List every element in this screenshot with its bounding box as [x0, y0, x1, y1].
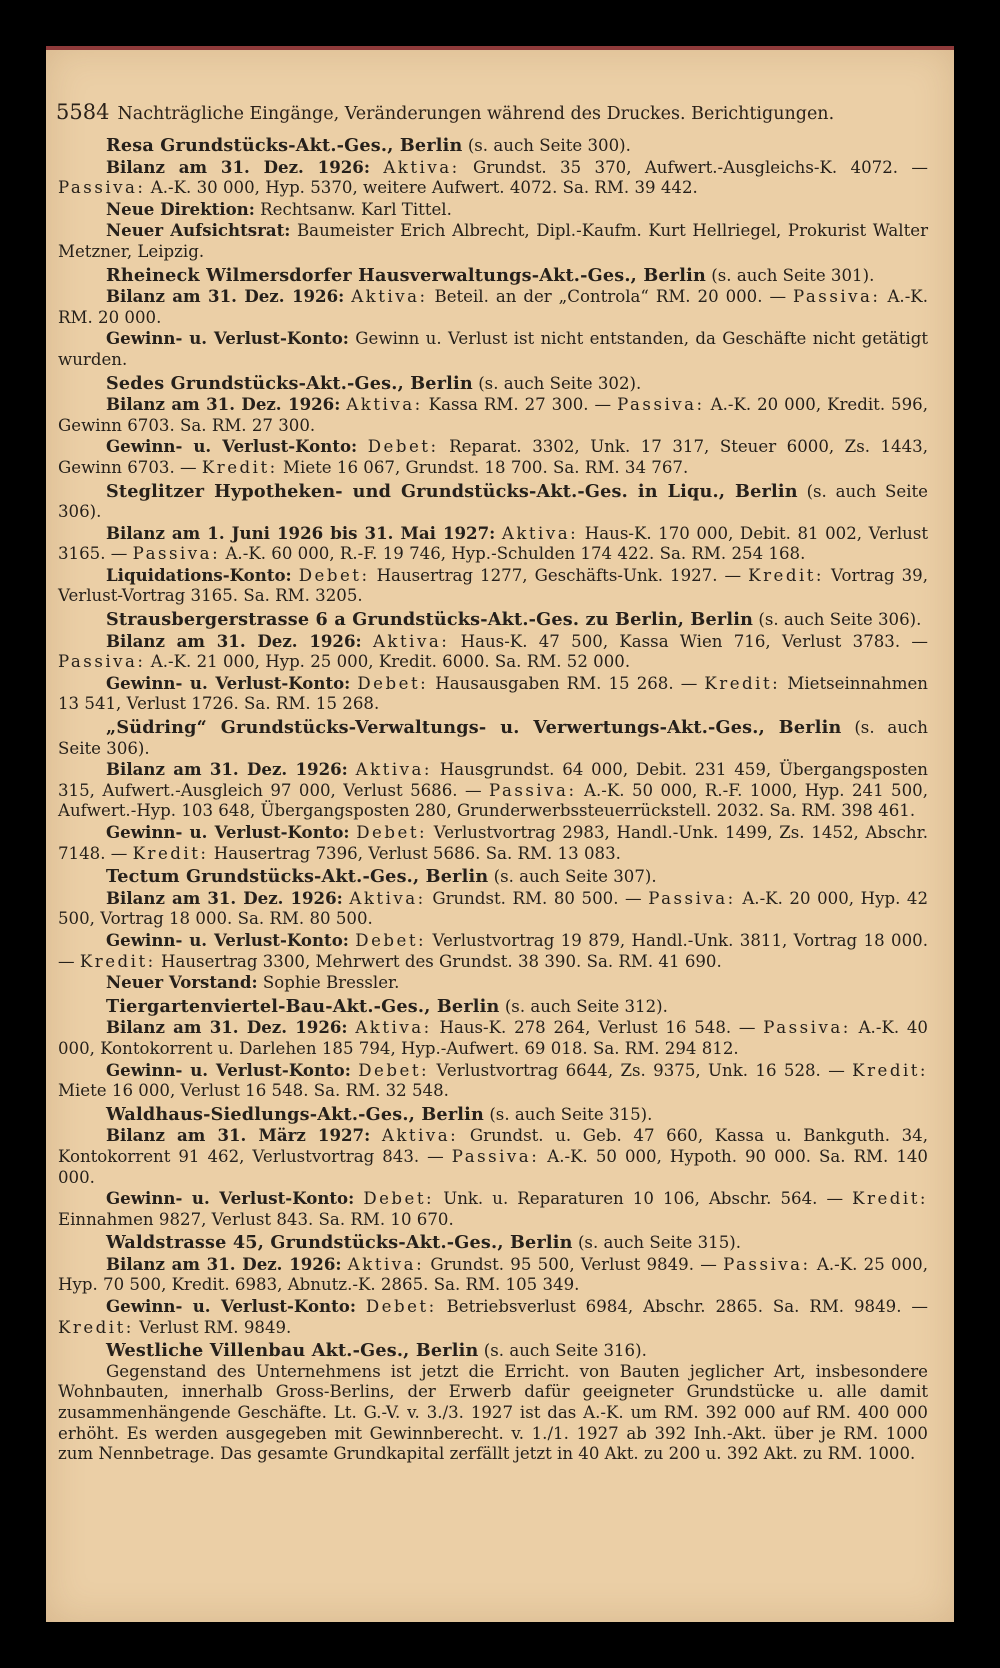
- aktiva-text: Beteil. an der „Controla“ RM. 20 000. —: [434, 287, 787, 307]
- passiva-label: Passiva:: [58, 652, 146, 672]
- bilanz-label: Bilanz am 31. Dez. 1926:: [106, 887, 343, 908]
- aktiva-label: Aktiva:: [355, 760, 432, 780]
- page-reference: (s. auch Seite 307).: [488, 867, 657, 887]
- guv-text: Gewinn u. Verlust ist nicht entstanden, da Geschäfte nicht getätigt wurden.: [58, 329, 928, 369]
- entries-list: [58, 134, 928, 1468]
- passiva-label: Passiva:: [489, 780, 577, 800]
- page-reference: (s. auch Seite 306).: [753, 610, 922, 630]
- passiva-label: Passiva:: [617, 395, 705, 415]
- aktiva-label: Aktiva:: [355, 1018, 432, 1038]
- aktiva-label: Aktiva:: [501, 523, 579, 543]
- kredit-label: Kredit:: [852, 1189, 928, 1209]
- kredit-label: Kredit:: [852, 1060, 929, 1080]
- guv-label: Gewinn- u. Verlust-Konto:: [106, 328, 349, 349]
- aufsichtsrat-text: Baumeister Erich Albrecht, Dipl.-Kaufm. Kurt Hellriegel, Prokurist Walter Metzner, Leipzig.: [58, 221, 928, 261]
- company-entry-sedes: [58, 374, 928, 479]
- company-entry-resa: [58, 136, 928, 263]
- kredit-text: Hausertrag 3300, Mehrwert des Grundst. 38 390. Sa. RM. 41 690.: [161, 951, 722, 971]
- top-binding-band: [46, 46, 954, 50]
- aktiva-label: Aktiva:: [383, 157, 460, 177]
- aktiva-label: Aktiva:: [351, 287, 428, 307]
- entry-body-text: Gegenstand des Unternehmens ist jetzt die Erricht. von Bauten jeglicher Art, insbesondere Wohnbauten, innerhalb Gross-Berlins, der Erwerb dafür geeigneter Grundstücke u. alle damit zusammenhängende Geschäfte. Lt. G.-V. v. 3./3. 1927 ist das A.-K. um RM. 392 000 auf RM. 400 000 erhöht. Es werden ausgegeben mit Gewinnberecht. v. 1./1. 1927 ab 392 Inh.-Akt. über je RM. 1000 zum Nennbetrage. Das gesamte Grundkapital zerfällt jetzt in 40 Akt. zu 200 u. 392 Akt. zu RM. 1000.: [58, 1361, 928, 1464]
- page-reference: (s. auch Seite 306).: [58, 718, 928, 758]
- passiva-text: A.-K. RM. 20 000.: [58, 287, 928, 327]
- company-name: Waldhaus-Siedlungs-Akt.-Ges., Berlin: [106, 1103, 485, 1125]
- aktiva-text: Grundst. u. Geb. 47 660, Kassa u. Bankguth. 34, Kontokorrent 91 462, Verlustvortrag 843. —: [58, 1126, 929, 1166]
- aktiva-label: Aktiva:: [381, 1126, 459, 1146]
- kredit-text: Miete 16 000, Verlust 16 548. Sa. RM. 32 548.: [58, 1081, 449, 1101]
- document-page: [46, 46, 954, 1622]
- debet-label: Debet:: [358, 1060, 430, 1080]
- company-entry-strausbergerstrasse: [58, 610, 928, 715]
- guv-label: Gewinn- u. Verlust-Konto:: [106, 436, 358, 457]
- page-reference: (s. auch Seite 315).: [572, 1233, 742, 1253]
- bilanz-label: Bilanz am 1. Juni 1926 bis 31. Mai 1927:: [106, 522, 496, 543]
- debet-text: Verlustvortrag 19 879, Handl.-Unk. 3811, Vortrag 18 000. —: [58, 930, 928, 971]
- kredit-text: Hausertrag 7396, Verlust 5686. Sa. RM. 13 083.: [213, 843, 621, 863]
- vorstand-text: Sophie Bressler.: [262, 973, 400, 993]
- company-name: Tiergartenviertel-Bau-Akt.-Ges., Berlin: [106, 995, 500, 1017]
- header-title: Nachträgliche Eingänge, Veränderungen während des Druckes. Berichtigungen.: [117, 104, 835, 124]
- page-reference: (s. auch Seite 316).: [478, 1341, 647, 1361]
- page-number: 5584: [56, 100, 110, 124]
- passiva-label: Passiva:: [792, 287, 881, 307]
- bilanz-label: Bilanz am 31. Dez. 1926:: [106, 394, 341, 415]
- liquidations-konto-label: Liquidations-Konto:: [106, 564, 292, 585]
- passiva-label: Passiva:: [763, 1018, 851, 1038]
- guv-label: Gewinn- u. Verlust-Konto:: [106, 672, 351, 693]
- aktiva-text: Haus-K. 278 264, Verlust 16 548. —: [439, 1018, 756, 1038]
- passiva-text: A.-K. 25 000, Hyp. 70 500, Kredit. 6983, Abnutz.-K. 2865. Sa. RM. 105 349.: [58, 1254, 928, 1295]
- guv-label: Gewinn- u. Verlust-Konto:: [106, 1059, 351, 1080]
- bilanz-label: Bilanz am 31. Dez. 1926:: [106, 759, 348, 780]
- kredit-text: Einnahmen 9827, Verlust 843. Sa. RM. 10 670.: [58, 1209, 454, 1229]
- debet-label: Debet:: [298, 565, 370, 585]
- page-header: [56, 100, 834, 124]
- passiva-label: Passiva:: [451, 1146, 540, 1166]
- aktiva-label: Aktiva:: [347, 1254, 425, 1274]
- passiva-text: A.-K. 40 000, Kontokorrent u. Darlehen 185 794, Hyp.-Aufwert. 69 018. Sa. RM. 294 812.: [58, 1018, 928, 1058]
- kredit-label: Kredit:: [201, 457, 278, 477]
- kredit-label: Kredit:: [79, 951, 156, 971]
- bilanz-label: Bilanz am 31. Dez. 1926:: [106, 630, 362, 651]
- debet-label: Debet:: [356, 823, 428, 842]
- aktiva-text: Hausgrundst. 64 000, Debit. 231 459, Übergangsposten 315, Aufwert.-Ausgleich 97 000, Verlust 5686. —: [58, 760, 928, 800]
- aktiva-label: Aktiva:: [372, 631, 450, 651]
- passiva-text: A.-K. 50 000, R.-F. 1000, Hyp. 241 500, Aufwert.-Hyp. 103 648, Übergangsposten 280, Grunderwerbssteuerrückstell. 2032. Sa. RM. 398 461.: [58, 780, 929, 821]
- company-entry-steglitzer: [58, 482, 928, 608]
- kredit-text: Mietseinnahmen 13 541, Verlust 1726. Sa. RM. 15 268.: [58, 673, 928, 714]
- passiva-text: A.-K. 21 000, Hyp. 25 000, Kredit. 6000. Sa. RM. 52 000.: [150, 652, 631, 672]
- debet-label: Debet:: [365, 1297, 437, 1317]
- direktion-label: Neue Direktion:: [106, 198, 255, 219]
- company-entry-suedring: [58, 718, 928, 864]
- debet-text: Reparat. 3302, Unk. 17 317, Steuer 6000, Zs. 1443, Gewinn 6703. —: [58, 437, 929, 477]
- debet-label: Debet:: [355, 930, 427, 950]
- company-entry-tectum: [58, 867, 928, 994]
- passiva-label: Passiva:: [648, 888, 736, 908]
- company-entry-rheineck: [58, 266, 928, 371]
- company-name: Tectum Grundstücks-Akt.-Ges., Berlin: [106, 866, 489, 888]
- aktiva-text: Grundst. 35 370, Aufwert.-Ausgleichs-K. 4072. —: [473, 157, 928, 177]
- debet-text: Unk. u. Reparaturen 10 106, Abschr. 564. —: [443, 1189, 844, 1209]
- company-name: Westliche Villenbau Akt.-Ges., Berlin: [106, 1340, 479, 1362]
- company-name: Sedes Grundstücks-Akt.-Ges., Berlin: [106, 372, 473, 394]
- aktiva-text: Kassa RM. 27 300. —: [428, 395, 612, 415]
- bilanz-label: Bilanz am 31. Dez. 1926:: [106, 1253, 342, 1274]
- company-name: Resa Grundstücks-Akt.-Ges., Berlin: [106, 135, 463, 156]
- page-reference: (s. auch Seite 301).: [706, 265, 875, 285]
- page-reference: (s. auch Seite 315).: [484, 1104, 653, 1124]
- kredit-label: Kredit:: [748, 565, 825, 585]
- aufsichtsrat-label: Neuer Aufsichtsrat:: [106, 220, 291, 241]
- company-name: Rheineck Wilmersdorfer Hausverwaltungs-Akt.-Ges., Berlin: [106, 264, 707, 286]
- passiva-text: A.-K. 20 000, Kredit. 596, Gewinn 6703. Sa. RM. 27 300.: [58, 395, 928, 435]
- company-name: „Südring“ Grundstücks-Verwaltungs- u. Verwertungs-Akt.-Ges., Berlin: [106, 717, 842, 739]
- aktiva-label: Aktiva:: [346, 395, 423, 415]
- guv-label: Gewinn- u. Verlust-Konto:: [106, 1296, 356, 1317]
- aktiva-text: Grundst. 95 500, Verlust 9849. —: [430, 1254, 717, 1274]
- aktiva-text: Haus-K. 47 500, Kassa Wien 716, Verlust 3783. —: [460, 631, 929, 651]
- guv-label: Gewinn- u. Verlust-Konto:: [106, 822, 350, 842]
- kredit-text: Verlust RM. 9849.: [139, 1317, 292, 1337]
- passiva-text: A.-K. 20 000, Hyp. 42 500, Vortrag 18 000. Sa. RM. 80 500.: [58, 888, 929, 929]
- company-entry-tiergartenviertel: [58, 997, 928, 1102]
- kredit-label: Kredit:: [704, 673, 781, 693]
- debet-text: Betriebsverlust 6984, Abschr. 2865. Sa. RM. 9849. —: [446, 1297, 928, 1317]
- company-name: Strausbergerstrasse 6 a Grundstücks-Akt.-Ges. zu Berlin, Berlin: [106, 609, 754, 631]
- bilanz-label: Bilanz am 31. Dez. 1926:: [106, 286, 345, 307]
- passiva-text: A.-K. 50 000, Hypoth. 90 000. Sa. RM. 140 000.: [58, 1146, 928, 1187]
- bilanz-label: Bilanz am 31. Dez. 1926:: [106, 156, 370, 177]
- company-entry-waldstrasse: [58, 1233, 928, 1338]
- kredit-text: Vortrag 39, Verlust-Vortrag 3165. Sa. RM. 3205.: [58, 565, 928, 606]
- company-name: Waldstrasse 45, Grundstücks-Akt.-Ges., Berlin: [106, 1232, 573, 1254]
- passiva-text: A.-K. 60 000, R.-F. 19 746, Hyp.-Schulden 174 422. Sa. RM. 254 168.: [225, 544, 806, 564]
- passiva-label: Passiva:: [723, 1254, 811, 1274]
- passiva-label: Passiva:: [58, 178, 146, 198]
- passiva-label: Passiva:: [132, 544, 221, 564]
- company-name: Steglitzer Hypotheken- und Grundstücks-Akt.-Ges. in Liqu., Berlin: [106, 480, 798, 502]
- company-entry-waldhaus: [58, 1105, 928, 1231]
- aktiva-text: Grundst. RM. 80 500. —: [432, 888, 642, 908]
- page-reference: (s. auch Seite 306).: [58, 481, 928, 522]
- guv-label: Gewinn- u. Verlust-Konto:: [106, 929, 349, 950]
- passiva-text: A.-K. 30 000, Hyp. 5370, weitere Aufwert. 4072. Sa. RM. 39 442.: [150, 178, 698, 198]
- page-reference: (s. auch Seite 312).: [499, 996, 668, 1016]
- kredit-label: Kredit:: [132, 843, 209, 863]
- debet-label: Debet:: [367, 437, 439, 457]
- debet-text: Verlustvortrag 6644, Zs. 9375, Unk. 16 528. —: [436, 1060, 845, 1080]
- debet-label: Debet:: [357, 673, 429, 693]
- bilanz-label: Bilanz am 31. Dez. 1926:: [106, 1017, 348, 1038]
- aktiva-text: Haus-K. 170 000, Debit. 81 002, Verlust 3165. —: [58, 523, 929, 564]
- vorstand-label: Neuer Vorstand:: [106, 972, 258, 993]
- debet-label: Debet:: [363, 1189, 435, 1209]
- kredit-text: Miete 16 067, Grundst. 18 700. Sa. RM. 34 767.: [283, 457, 689, 477]
- debet-text: Hausausgaben RM. 15 268. —: [435, 673, 698, 693]
- debet-text: Verlustvortrag 2983, Handl.-Unk. 1499, Zs. 1452, Abschr. 7148. —: [58, 823, 928, 863]
- kredit-label: Kredit:: [58, 1317, 134, 1337]
- debet-text: Hausertrag 1277, Geschäfts-Unk. 1927. —: [376, 565, 742, 585]
- guv-label: Gewinn- u. Verlust-Konto:: [106, 1188, 355, 1209]
- page-reference: (s. auch Seite 302).: [472, 373, 642, 393]
- page-reference: (s. auch Seite 300).: [462, 136, 631, 155]
- direktion-text: Rechtsanw. Karl Tittel.: [260, 199, 452, 219]
- bilanz-label: Bilanz am 31. März 1927:: [106, 1125, 371, 1146]
- aktiva-label: Aktiva:: [349, 888, 426, 908]
- company-entry-westliche-villenbau: [58, 1341, 928, 1465]
